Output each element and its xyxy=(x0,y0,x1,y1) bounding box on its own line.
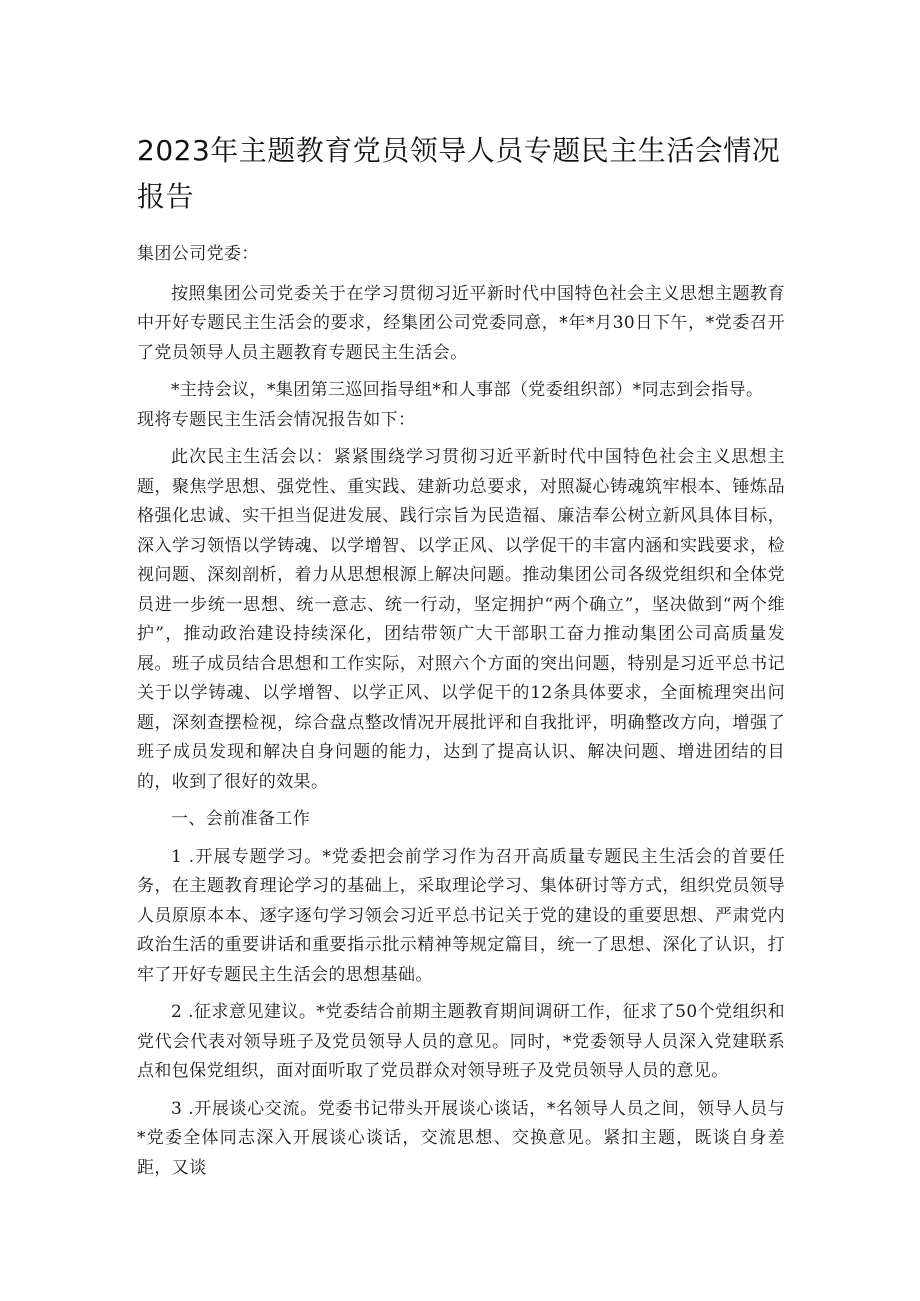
paragraph: *主持会议，*集团第三巡回指导组*和人事部（党委组织部）*同志到会指导。 xyxy=(171,380,764,400)
paragraph: 此次民主生活会以：紧紧围绕学习贯彻习近平新时代中国特色社会主义思想主题，聚焦学思想、强党性、重实践、建新功总要求，对照凝心铸魂筑牢根本、锤炼品格强化忠诚、实干担当促进发展、践行宗旨为民造福、廉洁奉公树立新风具体目标，深入学习领悟以学铸魂、以学增智、以学正风、以学促干的丰富内涵和实践要求，检视问题、深刻剖析，着力从思想根源上解决问题。推动集团公司各级党组织和全体党员进一步统一思想、统一意志、统一行动，坚定拥护“两个确立”，坚决做到“两个维护”，推动政治建设持续深化，团结带领广大干部职工奋力推动集团公司高质量发展。班子成员结合思想和工作实际，对照六个方面的突出问题，特别是习近平总书记关于以学铸魂、以学增智、以学正风、以学促干的12条具体要求，全面梳理突出问题，深刻查摆检视，综合盘点整改情况开展批评和自我批评，明确整改方向，增强了班子成员发现和解决自身问题的能力，达到了提高认识、解决问题、增进团结的目的，收到了很好的效果。 xyxy=(137,447,785,792)
paragraph: 3 .开展谈心交流。党委书记带头开展谈心谈话，*名领导人员之间，领导人员与*党委全体同志深入开展谈心谈话，交流思想、交换意见。紧扣主题，既谈自身差距，又谈 xyxy=(137,1098,785,1178)
paragraph: 1 .开展专题学习。*党委把会前学习作为召开高质量专题民主生活会的首要任务，在主题教育理论学习的基础上，采取理论学习、集体研讨等方式，组织党员领导人员原原本本、逐字逐句学习领会习近平总书记关于党的建设的重要思想、严肃党内政治生活的重要讲话和重要指示批示精神等规定篇目，统一了思想、深化了认识，打牢了开好专题民主生活会的思想基础。 xyxy=(137,846,785,985)
document-title: 2023年主题教育党员领导人员专题民主生活会情况报告 xyxy=(137,134,781,213)
document-body xyxy=(137,240,785,1183)
paragraph: 现将专题民主生活会情况报告如下： xyxy=(137,409,416,430)
section-heading: 一、会前准备工作 xyxy=(171,809,311,829)
paragraph: 2 .征求意见建议。*党委结合前期主题教育期间调研工作，征求了50个党组织和党代会代表对领导班子及党员领导人员的意见。同时，*党委领导人员深入党建联系点和包保党组织，面对面听取了党员群众对领导班子及党员领导人员的意见。 xyxy=(137,1002,785,1081)
salutation: 集团公司党委： xyxy=(137,244,259,264)
paragraph: 按照集团公司党委关于在学习贯彻习近平新时代中国特色社会主义思想主题教育中开好专题民主生活会的要求，经集团公司党委同意，*年*月30日下午，*党委召开了党员领导人员主题教育专题民主生活会。 xyxy=(137,283,785,363)
